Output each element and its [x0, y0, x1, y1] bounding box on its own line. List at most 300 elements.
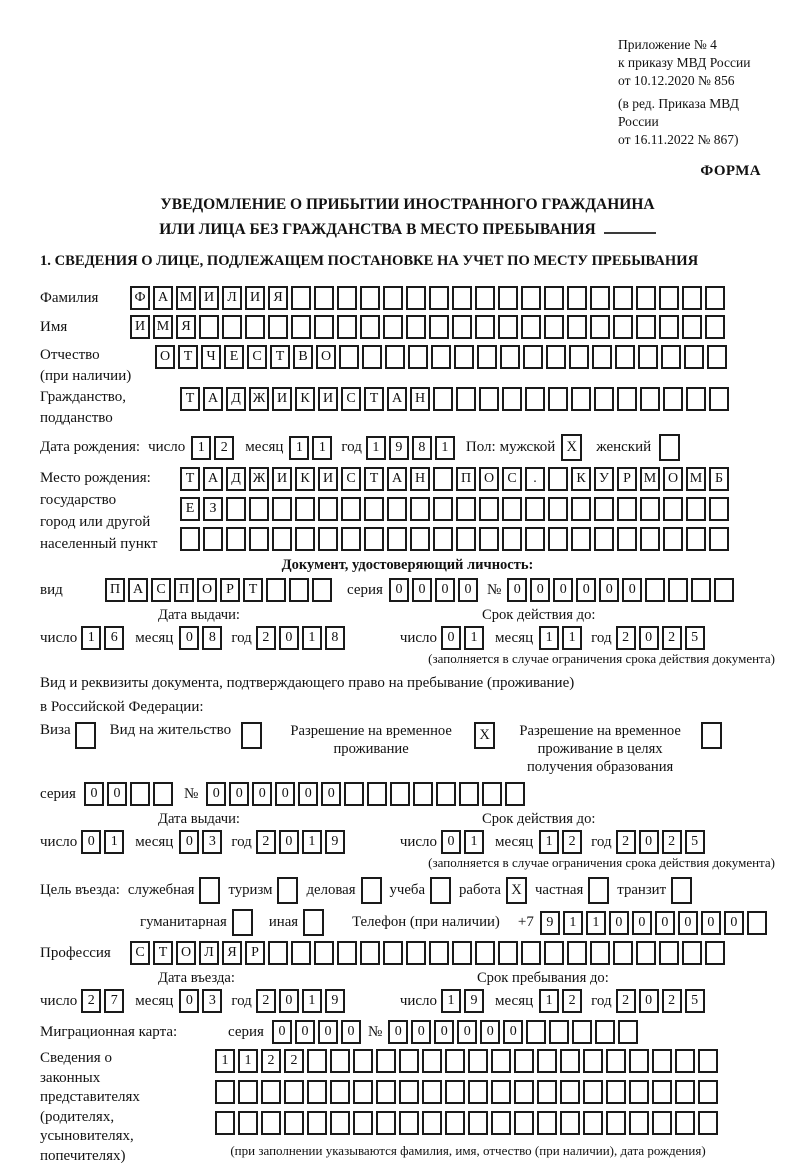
char-cell[interactable]: 7	[104, 989, 124, 1013]
char-cell[interactable]: 2	[284, 1049, 304, 1073]
char-cell[interactable]	[594, 497, 614, 521]
char-cell[interactable]: 2	[662, 989, 682, 1013]
char-cell[interactable]	[491, 1049, 511, 1073]
char-cell[interactable]: 1	[312, 436, 332, 460]
char-cell[interactable]	[613, 315, 633, 339]
char-cell[interactable]	[537, 1049, 557, 1073]
phone-field[interactable]	[540, 911, 770, 935]
char-cell[interactable]	[360, 286, 380, 310]
char-cell[interactable]: 2	[256, 989, 276, 1013]
birth-day-field[interactable]	[191, 436, 237, 460]
char-cell[interactable]	[659, 315, 679, 339]
char-cell[interactable]	[445, 1080, 465, 1104]
char-cell[interactable]: 1	[441, 989, 461, 1013]
char-cell[interactable]: 0	[701, 911, 721, 935]
char-cell[interactable]	[284, 1080, 304, 1104]
identity-expiry-day[interactable]	[441, 626, 487, 650]
char-cell[interactable]	[567, 286, 587, 310]
char-cell[interactable]: Ч	[201, 345, 221, 369]
char-cell[interactable]	[560, 1111, 580, 1135]
char-cell[interactable]	[452, 941, 472, 965]
char-cell[interactable]: О	[155, 345, 175, 369]
char-cell[interactable]	[291, 286, 311, 310]
char-cell[interactable]	[344, 782, 364, 806]
char-cell[interactable]	[479, 527, 499, 551]
char-cell[interactable]: 0	[458, 578, 478, 602]
char-cell[interactable]	[376, 1111, 396, 1135]
char-cell[interactable]	[590, 941, 610, 965]
char-cell[interactable]: 0	[441, 626, 461, 650]
char-cell[interactable]	[226, 527, 246, 551]
char-cell[interactable]	[482, 782, 502, 806]
char-cell[interactable]	[709, 527, 729, 551]
char-cell[interactable]	[261, 1080, 281, 1104]
char-cell[interactable]	[705, 315, 725, 339]
char-cell[interactable]	[314, 286, 334, 310]
char-cell[interactable]: 0	[599, 578, 619, 602]
char-cell[interactable]	[705, 286, 725, 310]
char-cell[interactable]	[456, 527, 476, 551]
char-cell[interactable]	[707, 345, 727, 369]
char-cell[interactable]	[249, 527, 269, 551]
char-cell[interactable]	[475, 286, 495, 310]
char-cell[interactable]: Т	[180, 387, 200, 411]
char-cell[interactable]: Т	[180, 467, 200, 491]
char-cell[interactable]	[452, 286, 472, 310]
char-cell[interactable]	[408, 345, 428, 369]
char-cell[interactable]: С	[502, 467, 522, 491]
entry-month[interactable]	[179, 989, 225, 1013]
char-cell[interactable]	[747, 911, 767, 935]
char-cell[interactable]	[266, 578, 286, 602]
char-cell[interactable]: Ж	[249, 387, 269, 411]
birth-year-field[interactable]	[366, 436, 458, 460]
char-cell[interactable]: 0	[724, 911, 744, 935]
residence-issue-day[interactable]	[81, 830, 127, 854]
char-cell[interactable]: 0	[84, 782, 104, 806]
char-cell[interactable]	[307, 1111, 327, 1135]
char-cell[interactable]: И	[318, 467, 338, 491]
char-cell[interactable]	[268, 315, 288, 339]
birthplace-row1-field[interactable]	[180, 467, 732, 491]
char-cell[interactable]: 9	[325, 830, 345, 854]
char-cell[interactable]	[353, 1049, 373, 1073]
char-cell[interactable]: О	[197, 578, 217, 602]
char-cell[interactable]	[364, 527, 384, 551]
char-cell[interactable]	[572, 1020, 592, 1044]
char-cell[interactable]: 8	[202, 626, 222, 650]
char-cell[interactable]: 0	[318, 1020, 338, 1044]
char-cell[interactable]	[668, 578, 688, 602]
char-cell[interactable]	[387, 527, 407, 551]
char-cell[interactable]	[295, 527, 315, 551]
char-cell[interactable]	[571, 497, 591, 521]
char-cell[interactable]	[330, 1111, 350, 1135]
purpose-transit-checkbox[interactable]	[671, 877, 692, 904]
char-cell[interactable]: П	[174, 578, 194, 602]
char-cell[interactable]	[272, 497, 292, 521]
char-cell[interactable]	[498, 286, 518, 310]
char-cell[interactable]: 2	[214, 436, 234, 460]
residence-expiry-year[interactable]	[616, 830, 708, 854]
char-cell[interactable]	[203, 527, 223, 551]
char-cell[interactable]	[491, 1080, 511, 1104]
char-cell[interactable]	[436, 782, 456, 806]
char-cell[interactable]: И	[130, 315, 150, 339]
char-cell[interactable]	[617, 527, 637, 551]
char-cell[interactable]: 2	[256, 626, 276, 650]
char-cell[interactable]: И	[272, 467, 292, 491]
char-cell[interactable]	[548, 527, 568, 551]
char-cell[interactable]	[291, 941, 311, 965]
char-cell[interactable]	[617, 497, 637, 521]
char-cell[interactable]	[615, 345, 635, 369]
char-cell[interactable]	[502, 527, 522, 551]
char-cell[interactable]: 2	[616, 830, 636, 854]
visa-checkbox[interactable]	[75, 722, 96, 749]
char-cell[interactable]	[663, 527, 683, 551]
char-cell[interactable]: Я	[222, 941, 242, 965]
entry-year[interactable]	[256, 989, 348, 1013]
purpose-humanitarian-checkbox[interactable]	[232, 909, 253, 936]
char-cell[interactable]	[337, 941, 357, 965]
char-cell[interactable]: 0	[389, 578, 409, 602]
char-cell[interactable]	[456, 497, 476, 521]
char-cell[interactable]	[445, 1111, 465, 1135]
char-cell[interactable]	[544, 315, 564, 339]
char-cell[interactable]: Р	[245, 941, 265, 965]
char-cell[interactable]	[640, 527, 660, 551]
char-cell[interactable]: К	[295, 467, 315, 491]
char-cell[interactable]: 1	[302, 626, 322, 650]
char-cell[interactable]: 1	[191, 436, 211, 460]
char-cell[interactable]	[199, 315, 219, 339]
char-cell[interactable]: 1	[563, 911, 583, 935]
char-cell[interactable]: 6	[104, 626, 124, 650]
char-cell[interactable]: 8	[412, 436, 432, 460]
char-cell[interactable]: 5	[685, 626, 705, 650]
char-cell[interactable]	[500, 345, 520, 369]
char-cell[interactable]	[502, 497, 522, 521]
char-cell[interactable]	[698, 1111, 718, 1135]
char-cell[interactable]: Д	[226, 467, 246, 491]
char-cell[interactable]: 1	[562, 626, 582, 650]
char-cell[interactable]	[468, 1080, 488, 1104]
char-cell[interactable]: К	[571, 467, 591, 491]
char-cell[interactable]	[238, 1111, 258, 1135]
char-cell[interactable]: 1	[539, 830, 559, 854]
char-cell[interactable]	[475, 315, 495, 339]
identity-issue-month[interactable]	[179, 626, 225, 650]
char-cell[interactable]: 2	[616, 989, 636, 1013]
char-cell[interactable]	[705, 941, 725, 965]
char-cell[interactable]: 1	[464, 626, 484, 650]
char-cell[interactable]	[272, 527, 292, 551]
char-cell[interactable]: Б	[709, 467, 729, 491]
char-cell[interactable]: 0	[279, 830, 299, 854]
rvp-checkbox[interactable]: X	[474, 722, 495, 749]
char-cell[interactable]: 0	[457, 1020, 477, 1044]
char-cell[interactable]: И	[272, 387, 292, 411]
char-cell[interactable]	[295, 497, 315, 521]
char-cell[interactable]	[468, 1111, 488, 1135]
char-cell[interactable]: 9	[464, 989, 484, 1013]
firstname-field[interactable]	[130, 315, 728, 339]
char-cell[interactable]	[663, 387, 683, 411]
char-cell[interactable]	[548, 387, 568, 411]
char-cell[interactable]	[456, 387, 476, 411]
char-cell[interactable]	[383, 315, 403, 339]
char-cell[interactable]: Р	[617, 467, 637, 491]
identity-issue-year[interactable]	[256, 626, 348, 650]
char-cell[interactable]	[433, 467, 453, 491]
char-cell[interactable]: 0	[655, 911, 675, 935]
char-cell[interactable]	[537, 1111, 557, 1135]
char-cell[interactable]	[422, 1080, 442, 1104]
char-cell[interactable]: Н	[410, 467, 430, 491]
char-cell[interactable]	[360, 315, 380, 339]
char-cell[interactable]	[583, 1111, 603, 1135]
char-cell[interactable]	[337, 286, 357, 310]
char-cell[interactable]: 2	[562, 989, 582, 1013]
doc-series-field[interactable]	[389, 578, 481, 602]
char-cell[interactable]: 0	[341, 1020, 361, 1044]
char-cell[interactable]	[307, 1049, 327, 1073]
char-cell[interactable]: И	[199, 286, 219, 310]
char-cell[interactable]	[413, 782, 433, 806]
char-cell[interactable]	[548, 467, 568, 491]
residence-issue-month[interactable]	[179, 830, 225, 854]
rvp-edu-checkbox[interactable]	[701, 722, 722, 749]
char-cell[interactable]	[549, 1020, 569, 1044]
char-cell[interactable]	[682, 315, 702, 339]
doc-kind-field[interactable]	[105, 578, 335, 602]
char-cell[interactable]: У	[594, 467, 614, 491]
char-cell[interactable]	[525, 387, 545, 411]
surname-field[interactable]	[130, 286, 728, 310]
purpose-other-checkbox[interactable]	[303, 909, 324, 936]
representatives-row3-field[interactable]	[215, 1111, 721, 1135]
char-cell[interactable]: Д	[226, 387, 246, 411]
char-cell[interactable]: 0	[179, 626, 199, 650]
char-cell[interactable]: 1	[289, 436, 309, 460]
char-cell[interactable]	[629, 1049, 649, 1073]
purpose-commercial-checkbox[interactable]	[361, 877, 382, 904]
char-cell[interactable]	[454, 345, 474, 369]
char-cell[interactable]	[583, 1080, 603, 1104]
char-cell[interactable]: Я	[176, 315, 196, 339]
char-cell[interactable]	[399, 1111, 419, 1135]
migration-series-field[interactable]	[272, 1020, 364, 1044]
char-cell[interactable]: А	[387, 387, 407, 411]
char-cell[interactable]: 0	[179, 989, 199, 1013]
char-cell[interactable]	[314, 315, 334, 339]
char-cell[interactable]: 0	[206, 782, 226, 806]
char-cell[interactable]	[330, 1080, 350, 1104]
char-cell[interactable]: 1	[539, 989, 559, 1013]
char-cell[interactable]: 0	[639, 830, 659, 854]
residence-expiry-day[interactable]	[441, 830, 487, 854]
char-cell[interactable]	[505, 782, 525, 806]
char-cell[interactable]	[645, 578, 665, 602]
char-cell[interactable]: Т	[270, 345, 290, 369]
char-cell[interactable]: 2	[662, 626, 682, 650]
char-cell[interactable]	[410, 497, 430, 521]
char-cell[interactable]	[314, 941, 334, 965]
char-cell[interactable]: 1	[586, 911, 606, 935]
char-cell[interactable]	[452, 315, 472, 339]
char-cell[interactable]: 0	[435, 578, 455, 602]
char-cell[interactable]	[330, 1049, 350, 1073]
residence-expiry-month[interactable]	[539, 830, 585, 854]
char-cell[interactable]	[514, 1111, 534, 1135]
char-cell[interactable]: З	[203, 497, 223, 521]
char-cell[interactable]	[652, 1049, 672, 1073]
char-cell[interactable]	[249, 497, 269, 521]
residence-issue-year[interactable]	[256, 830, 348, 854]
char-cell[interactable]: 0	[632, 911, 652, 935]
char-cell[interactable]: 1	[302, 830, 322, 854]
char-cell[interactable]: А	[203, 387, 223, 411]
char-cell[interactable]: А	[128, 578, 148, 602]
char-cell[interactable]	[422, 1111, 442, 1135]
char-cell[interactable]: 0	[298, 782, 318, 806]
char-cell[interactable]: 0	[229, 782, 249, 806]
char-cell[interactable]: 0	[639, 989, 659, 1013]
char-cell[interactable]	[537, 1080, 557, 1104]
char-cell[interactable]: Е	[224, 345, 244, 369]
purpose-work-checkbox[interactable]: X	[506, 877, 527, 904]
char-cell[interactable]: 1	[366, 436, 386, 460]
char-cell[interactable]	[594, 387, 614, 411]
birth-month-field[interactable]	[289, 436, 335, 460]
char-cell[interactable]: 0	[622, 578, 642, 602]
birthplace-row2-field[interactable]	[180, 497, 732, 521]
char-cell[interactable]: 0	[609, 911, 629, 935]
char-cell[interactable]: П	[105, 578, 125, 602]
stay-year[interactable]	[616, 989, 708, 1013]
char-cell[interactable]: 0	[639, 626, 659, 650]
char-cell[interactable]: М	[176, 286, 196, 310]
identity-expiry-year[interactable]	[616, 626, 708, 650]
char-cell[interactable]: 0	[503, 1020, 523, 1044]
char-cell[interactable]: 1	[302, 989, 322, 1013]
char-cell[interactable]: 0	[412, 578, 432, 602]
char-cell[interactable]	[376, 1080, 396, 1104]
char-cell[interactable]	[661, 345, 681, 369]
char-cell[interactable]: Я	[268, 286, 288, 310]
char-cell[interactable]	[429, 315, 449, 339]
char-cell[interactable]: 0	[480, 1020, 500, 1044]
char-cell[interactable]: 0	[272, 1020, 292, 1044]
char-cell[interactable]	[367, 782, 387, 806]
char-cell[interactable]	[433, 497, 453, 521]
citizenship-field[interactable]	[180, 387, 732, 411]
char-cell[interactable]	[686, 527, 706, 551]
char-cell[interactable]: М	[153, 315, 173, 339]
char-cell[interactable]: Т	[364, 387, 384, 411]
char-cell[interactable]: 0	[441, 830, 461, 854]
char-cell[interactable]: 5	[685, 830, 705, 854]
char-cell[interactable]	[433, 387, 453, 411]
char-cell[interactable]	[431, 345, 451, 369]
char-cell[interactable]	[180, 527, 200, 551]
char-cell[interactable]: .	[525, 467, 545, 491]
char-cell[interactable]	[682, 941, 702, 965]
char-cell[interactable]	[675, 1049, 695, 1073]
char-cell[interactable]	[682, 286, 702, 310]
char-cell[interactable]: 0	[507, 578, 527, 602]
char-cell[interactable]	[560, 1049, 580, 1073]
char-cell[interactable]: 1	[435, 436, 455, 460]
char-cell[interactable]	[613, 941, 633, 965]
char-cell[interactable]: И	[245, 286, 265, 310]
char-cell[interactable]	[498, 315, 518, 339]
char-cell[interactable]	[422, 1049, 442, 1073]
char-cell[interactable]	[215, 1111, 235, 1135]
char-cell[interactable]	[502, 387, 522, 411]
char-cell[interactable]	[226, 497, 246, 521]
char-cell[interactable]: Т	[178, 345, 198, 369]
residence-permit-checkbox[interactable]	[241, 722, 262, 749]
char-cell[interactable]: К	[295, 387, 315, 411]
char-cell[interactable]	[318, 497, 338, 521]
char-cell[interactable]	[498, 941, 518, 965]
char-cell[interactable]	[245, 315, 265, 339]
char-cell[interactable]	[387, 497, 407, 521]
char-cell[interactable]	[629, 1111, 649, 1135]
char-cell[interactable]	[640, 497, 660, 521]
char-cell[interactable]: 0	[678, 911, 698, 935]
migration-number-field[interactable]	[388, 1020, 641, 1044]
char-cell[interactable]: М	[640, 467, 660, 491]
char-cell[interactable]	[714, 578, 734, 602]
char-cell[interactable]	[525, 527, 545, 551]
birthplace-row3-field[interactable]	[180, 527, 732, 551]
char-cell[interactable]	[468, 1049, 488, 1073]
profession-field[interactable]	[130, 941, 728, 965]
char-cell[interactable]	[606, 1111, 626, 1135]
char-cell[interactable]: Т	[153, 941, 173, 965]
char-cell[interactable]	[709, 497, 729, 521]
char-cell[interactable]: С	[130, 941, 150, 965]
char-cell[interactable]: 2	[261, 1049, 281, 1073]
char-cell[interactable]: 1	[104, 830, 124, 854]
char-cell[interactable]: 0	[411, 1020, 431, 1044]
char-cell[interactable]	[289, 578, 309, 602]
char-cell[interactable]	[560, 1080, 580, 1104]
char-cell[interactable]	[364, 497, 384, 521]
char-cell[interactable]: 0	[553, 578, 573, 602]
char-cell[interactable]	[546, 345, 566, 369]
char-cell[interactable]: С	[151, 578, 171, 602]
char-cell[interactable]: 1	[81, 626, 101, 650]
char-cell[interactable]	[659, 286, 679, 310]
char-cell[interactable]	[544, 286, 564, 310]
representatives-row2-field[interactable]	[215, 1080, 721, 1104]
char-cell[interactable]: 2	[616, 626, 636, 650]
char-cell[interactable]	[479, 497, 499, 521]
char-cell[interactable]	[590, 286, 610, 310]
char-cell[interactable]: Ф	[130, 286, 150, 310]
char-cell[interactable]	[595, 1020, 615, 1044]
char-cell[interactable]: О	[316, 345, 336, 369]
char-cell[interactable]	[261, 1111, 281, 1135]
char-cell[interactable]: Л	[199, 941, 219, 965]
char-cell[interactable]	[698, 1049, 718, 1073]
char-cell[interactable]: 0	[321, 782, 341, 806]
char-cell[interactable]	[652, 1080, 672, 1104]
